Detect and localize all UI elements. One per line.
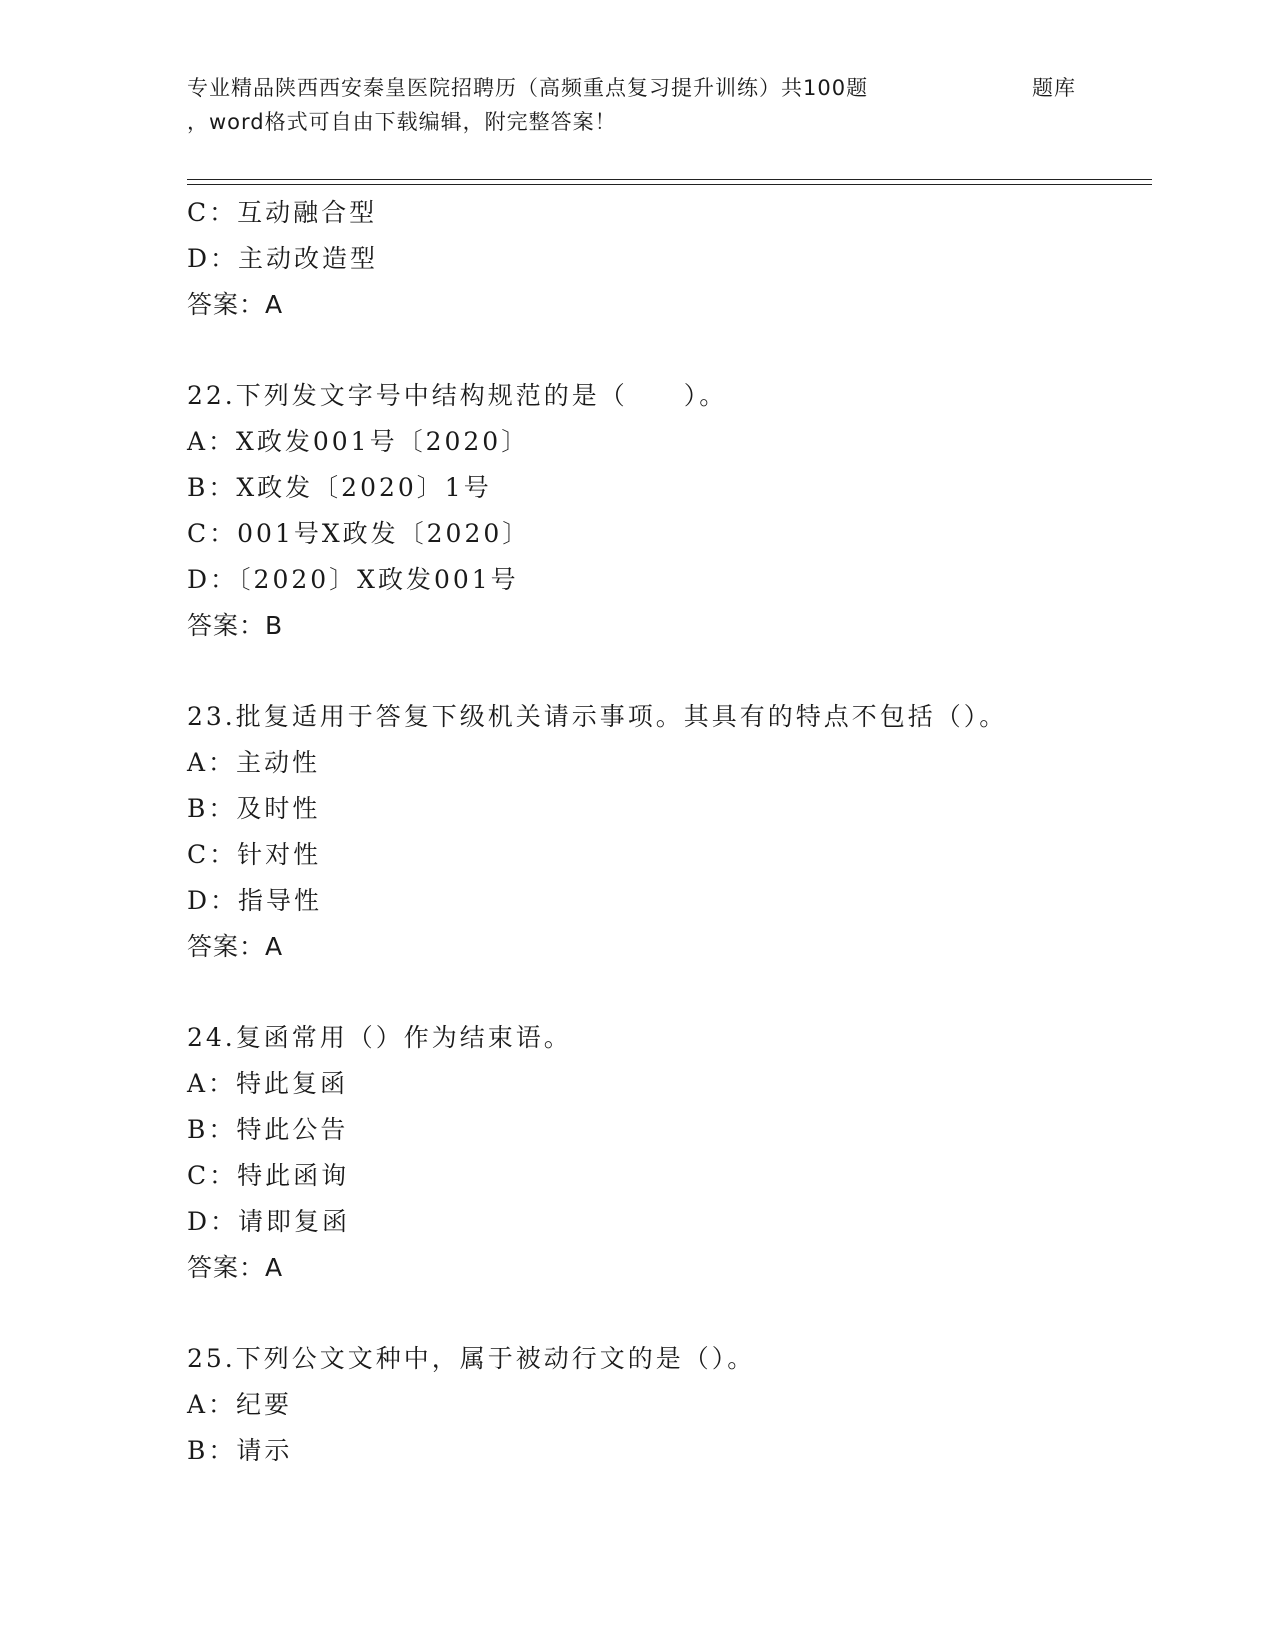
question-stem: 22.下列发文字号中结构规范的是（ ）。	[187, 381, 728, 410]
option-d: D：主动改造型	[187, 244, 379, 273]
question-block-25	[187, 1336, 1147, 1474]
option-a: A：X政发001号〔2020〕	[187, 427, 530, 456]
option-d: D：指导性	[187, 886, 323, 915]
option-b: B：及时性	[187, 794, 321, 823]
option-c: C：互动融合型	[187, 198, 378, 227]
spacer	[187, 649, 1147, 694]
question-block-22	[187, 373, 1147, 649]
page-header	[187, 72, 1147, 142]
option-a: A：纪要	[187, 1390, 293, 1419]
spacer	[187, 328, 1147, 373]
question-block-23	[187, 694, 1147, 970]
option-c: C：001号X政发〔2020〕	[187, 519, 531, 548]
spacer	[187, 970, 1147, 1015]
answer-line: 答案：A	[187, 290, 284, 319]
answer-line: 答案：B	[187, 611, 284, 640]
question-stem: 25.下列公文文种中，属于被动行文的是（）。	[187, 1344, 756, 1373]
option-a: A：特此复函	[187, 1069, 349, 1098]
option-d: D：〔2020〕X政发001号	[187, 565, 519, 594]
spacer	[187, 1291, 1147, 1336]
option-c: C：针对性	[187, 840, 322, 869]
question-block-partial	[187, 190, 1147, 328]
document-tag: 题库	[1032, 76, 1076, 100]
answer-line: 答案：A	[187, 1253, 284, 1282]
header-divider-bottom	[187, 184, 1152, 185]
document-title: 专业精品陕西西安秦皇医院招聘历（高频重点复习提升训练）共100题	[187, 76, 869, 100]
question-list	[187, 190, 1147, 1474]
option-a: A：主动性	[187, 748, 321, 777]
question-stem: 24.复函常用（）作为结束语。	[187, 1023, 572, 1052]
question-stem: 23.批复适用于答复下级机关请示事项。其具有的特点不包括（）。	[187, 702, 1008, 731]
option-c: C：特此函询	[187, 1161, 350, 1190]
option-b: B：X政发〔2020〕1号	[187, 473, 492, 502]
option-d: D：请即复函	[187, 1207, 351, 1236]
document-subtitle: ，word格式可自由下载编辑，附完整答案！	[187, 110, 617, 134]
header-divider-top	[187, 179, 1152, 180]
option-b: B：请示	[187, 1436, 293, 1465]
option-b: B：特此公告	[187, 1115, 349, 1144]
question-block-24	[187, 1015, 1147, 1291]
answer-line: 答案：A	[187, 932, 284, 961]
